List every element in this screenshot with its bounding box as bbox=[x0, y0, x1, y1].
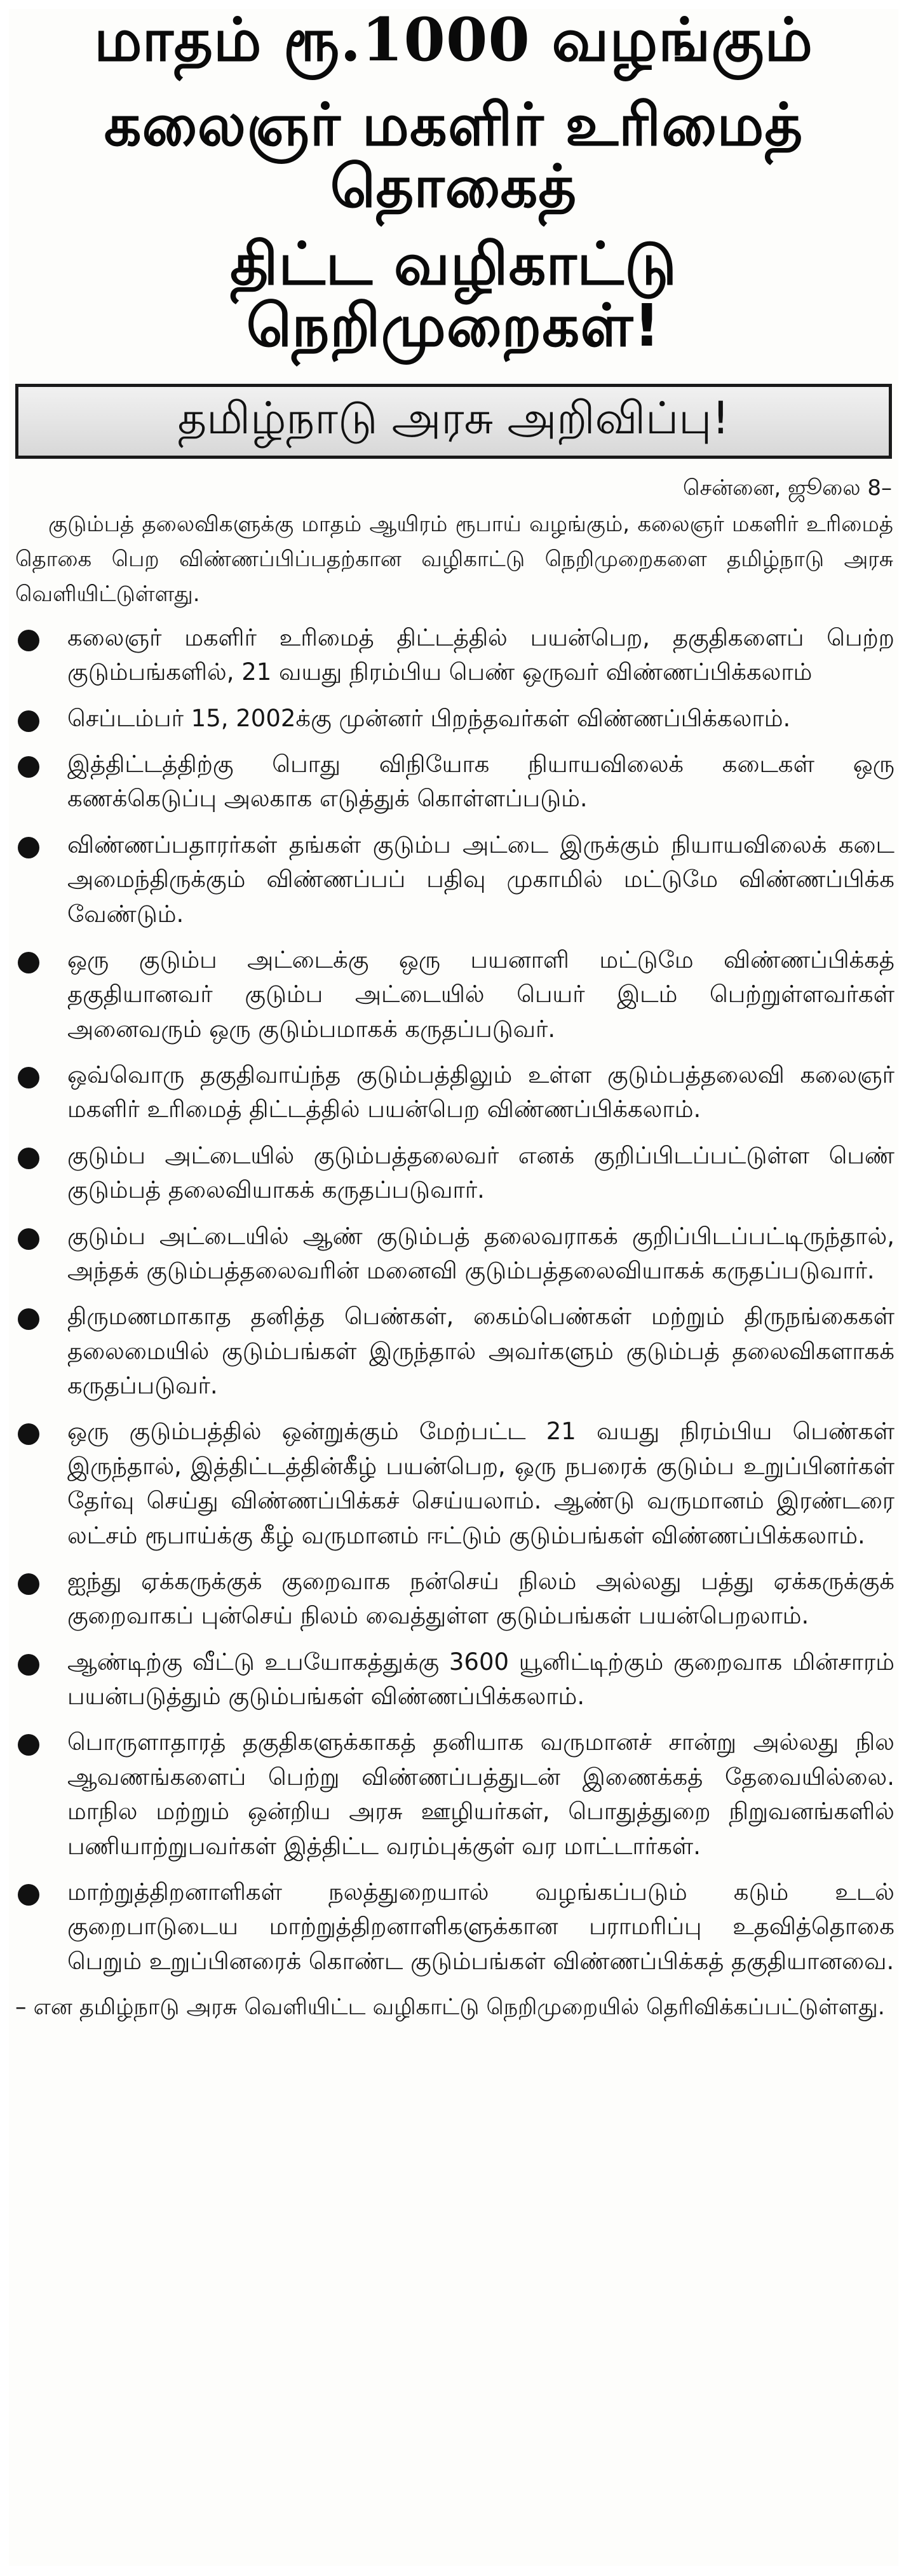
list-item bbox=[9, 1058, 898, 1127]
list-item-text: இத்திட்டத்திற்கு பொது விநியோக நியாயவிலைக் கடைகள் ஒரு கணக்கெடுப்பு அலகாக எடுத்துக் கொள்ளப்படும். bbox=[67, 750, 894, 813]
list-item bbox=[9, 702, 898, 736]
bullet-icon bbox=[18, 952, 39, 973]
bullet-icon bbox=[18, 1734, 39, 1756]
notice-label: தமிழ்நாடு அரசு அறிவிப்பு! bbox=[177, 392, 730, 445]
list-item bbox=[9, 943, 898, 1047]
list-item-text: திருமணமாகாத தனித்த பெண்கள், கைம்பெண்கள் மற்றும் திருநங்கைகள் தலைமையில் குடும்பங்கள் இருந்தால் அவர்களும் குடும்பத் தலைவிகளாகக் கருதப்படுவர். bbox=[67, 1303, 894, 1400]
list-item bbox=[9, 1139, 898, 1208]
list-item bbox=[9, 1875, 898, 1979]
list-item bbox=[9, 621, 898, 690]
list-item-text: ஐந்து ஏக்கருக்குக் குறைவாக நன்செய் நிலம் அல்லது பத்து ஏக்கருக்குக் குறைவாகப் புன்செய் நிலம் வைத்துள்ள குடும்பங்கள் பயன்பெறலாம். bbox=[67, 1567, 894, 1630]
list-item-text: ஒரு குடும்பத்தில் ஒன்றுக்கும் மேற்பட்ட 21 வயது நிரம்பிய பெண்கள் இருந்தால், இத்திட்டத்தின்கீழ் பயன்பெற, ஒரு நபரைக் குடும்ப உறுப்பினர்கள் தேர்வு செய்து விண்ணப்பிக்கச் செய்யலாம். ஆண்டு வருமானம் இரண்டரை லட்சம் ரூபாய்க்கு கீழ் வருமானம் ஈட்டும் குடும்பங்கள் விண்ணப்பிக்கலாம். bbox=[67, 1418, 894, 1549]
bullet-icon bbox=[18, 1228, 39, 1250]
list-item bbox=[9, 747, 898, 817]
bullet-icon bbox=[18, 1308, 39, 1330]
dateline: சென்னை, ஜூலை 8– bbox=[683, 475, 892, 501]
bullet-icon bbox=[18, 1148, 39, 1169]
bullet-icon bbox=[18, 710, 39, 732]
list-item bbox=[9, 1564, 898, 1634]
list-item-text: பொருளாதாரத் தகுதிகளுக்காகத் தனியாக வருமானச் சான்று அல்லது நில ஆவணங்களைப் பெற்று விண்ணப்பத்துடன் இணைக்கத் தேவையில்லை. மாநில மற்றும் ஒன்றிய அரசு ஊழியர்கள், பொதுத்துறை நிறுவனங்களில் பணியாற்றுபவர்கள் இத்திட்ட வரம்புக்குள் வர மாட்டார்கள். bbox=[67, 1728, 894, 1860]
bullet-icon bbox=[18, 1884, 39, 1906]
bullet-icon bbox=[18, 1423, 39, 1445]
list-item bbox=[9, 1299, 898, 1403]
list-item-text: ஒரு குடும்ப அட்டைக்கு ஒரு பயனாளி மட்டுமே விண்ணப்பிக்கத் தகுதியானவர் குடும்ப அட்டையில் பெயர் இடம் பெற்றுள்ளவர்கள் அனைவரும் ஒரு குடும்பமாகக் கருதப்படுவர். bbox=[67, 946, 894, 1043]
list-item bbox=[9, 1725, 898, 1864]
list-item-text: மாற்றுத்திறனாளிகள் நலத்துறையால் வழங்கப்படும் கடும் உடல் குறைபாடுடைய மாற்றுத்திறனாளிகளுக்கான பராமரிப்பு உதவித்தொகை பெறும் உறுப்பினரைக் கொண்ட குடும்பங்கள் விண்ணப்பிக்கத் தகுதியானவை. bbox=[67, 1878, 894, 1975]
news-clipping bbox=[9, 5, 898, 2566]
list-item-text: குடும்ப அட்டையில் ஆண் குடும்பத் தலைவராகக் குறிப்பிடப்பட்டிருந்தால், அந்தக் குடும்பத்தலைவரின் மனைவி குடும்பத்தலைவியாகக் கருதப்படுவார். bbox=[67, 1222, 894, 1284]
bullet-icon bbox=[18, 1573, 39, 1595]
intro-paragraph: குடும்பத் தலைவிகளுக்கு மாதம் ஆயிரம் ரூபாய் வழங்கும், கலைஞர் மகளிர் உரிமைத் தொகை பெற விண்ணப்பிப்பதற்கான வழிகாட்டு நெறிமுறைகளை தமிழ்நாடு அரசு வெளியிட்டுள்ளது. bbox=[15, 511, 893, 607]
bullet-icon bbox=[18, 837, 39, 858]
list-item bbox=[9, 1219, 898, 1289]
list-item-text: ஆண்டிற்கு வீட்டு உபயோகத்துக்கு 3600 யூனிட்டிற்கும் குறைவாக மின்சாரம் பயன்படுத்தும் குடும்பங்கள் விண்ணப்பிக்கலாம். bbox=[67, 1648, 894, 1711]
list-item-text: ஒவ்வொரு தகுதிவாய்ந்த குடும்பத்திலும் உள்ள குடும்பத்தலைவி கலைஞர் மகளிர் உரிமைத் திட்டத்தில் பயன்பெற விண்ணப்பிக்கலாம். bbox=[67, 1061, 894, 1123]
list-item bbox=[9, 828, 898, 932]
headline-line-1: மாதம் ரூ.1000 வழங்கும் bbox=[93, 5, 814, 75]
list-item bbox=[9, 1414, 898, 1553]
list-item-text: செப்டம்பர் 15, 2002க்கு முன்னர் பிறந்தவர்கள் விண்ணப்பிக்கலாம். bbox=[67, 704, 791, 732]
headline-line-3: திட்ட வழிகாட்டு நெறிமுறைகள்! bbox=[230, 229, 677, 360]
closing-paragraph: – என தமிழ்நாடு அரசு வெளியிட்ட வழிகாட்டு நெறிமுறையில் தெரிவிக்கப்பட்டுள்ளது. bbox=[15, 1995, 885, 2021]
list-item-text: விண்ணப்பதாரர்கள் தங்கள் குடும்ப அட்டை இருக்கும் நியாயவிலைக் கடை அமைந்திருக்கும் விண்ணப்பப் பதிவு முகாமில் மட்டுமே விண்ணப்பிக்க வேண்டும். bbox=[67, 830, 894, 928]
list-item bbox=[9, 1645, 898, 1714]
headline-line-2: கலைஞர் மகளிர் உரிமைத் தொகைத் bbox=[104, 90, 804, 221]
list-item-text: கலைஞர் மகளிர் உரிமைத் திட்டத்தில் பயன்பெற, தகுதிகளைப் பெற்ற குடும்பங்களில், 21 வயது நிரம்பிய பெண் ஒருவர் விண்ணப்பிக்கலாம் bbox=[67, 623, 894, 686]
bullet-icon bbox=[18, 1654, 39, 1676]
guideline-list bbox=[9, 621, 898, 1979]
list-item-text: குடும்ப அட்டையில் குடும்பத்தலைவர் எனக் குறிப்பிடப்பட்டுள்ள பெண் குடும்பத் தலைவியாகக் கருதப்படுவார். bbox=[67, 1141, 894, 1204]
bullet-icon bbox=[18, 630, 39, 651]
bullet-icon bbox=[18, 756, 39, 778]
notice-banner bbox=[15, 384, 892, 459]
bullet-icon bbox=[18, 1067, 39, 1088]
